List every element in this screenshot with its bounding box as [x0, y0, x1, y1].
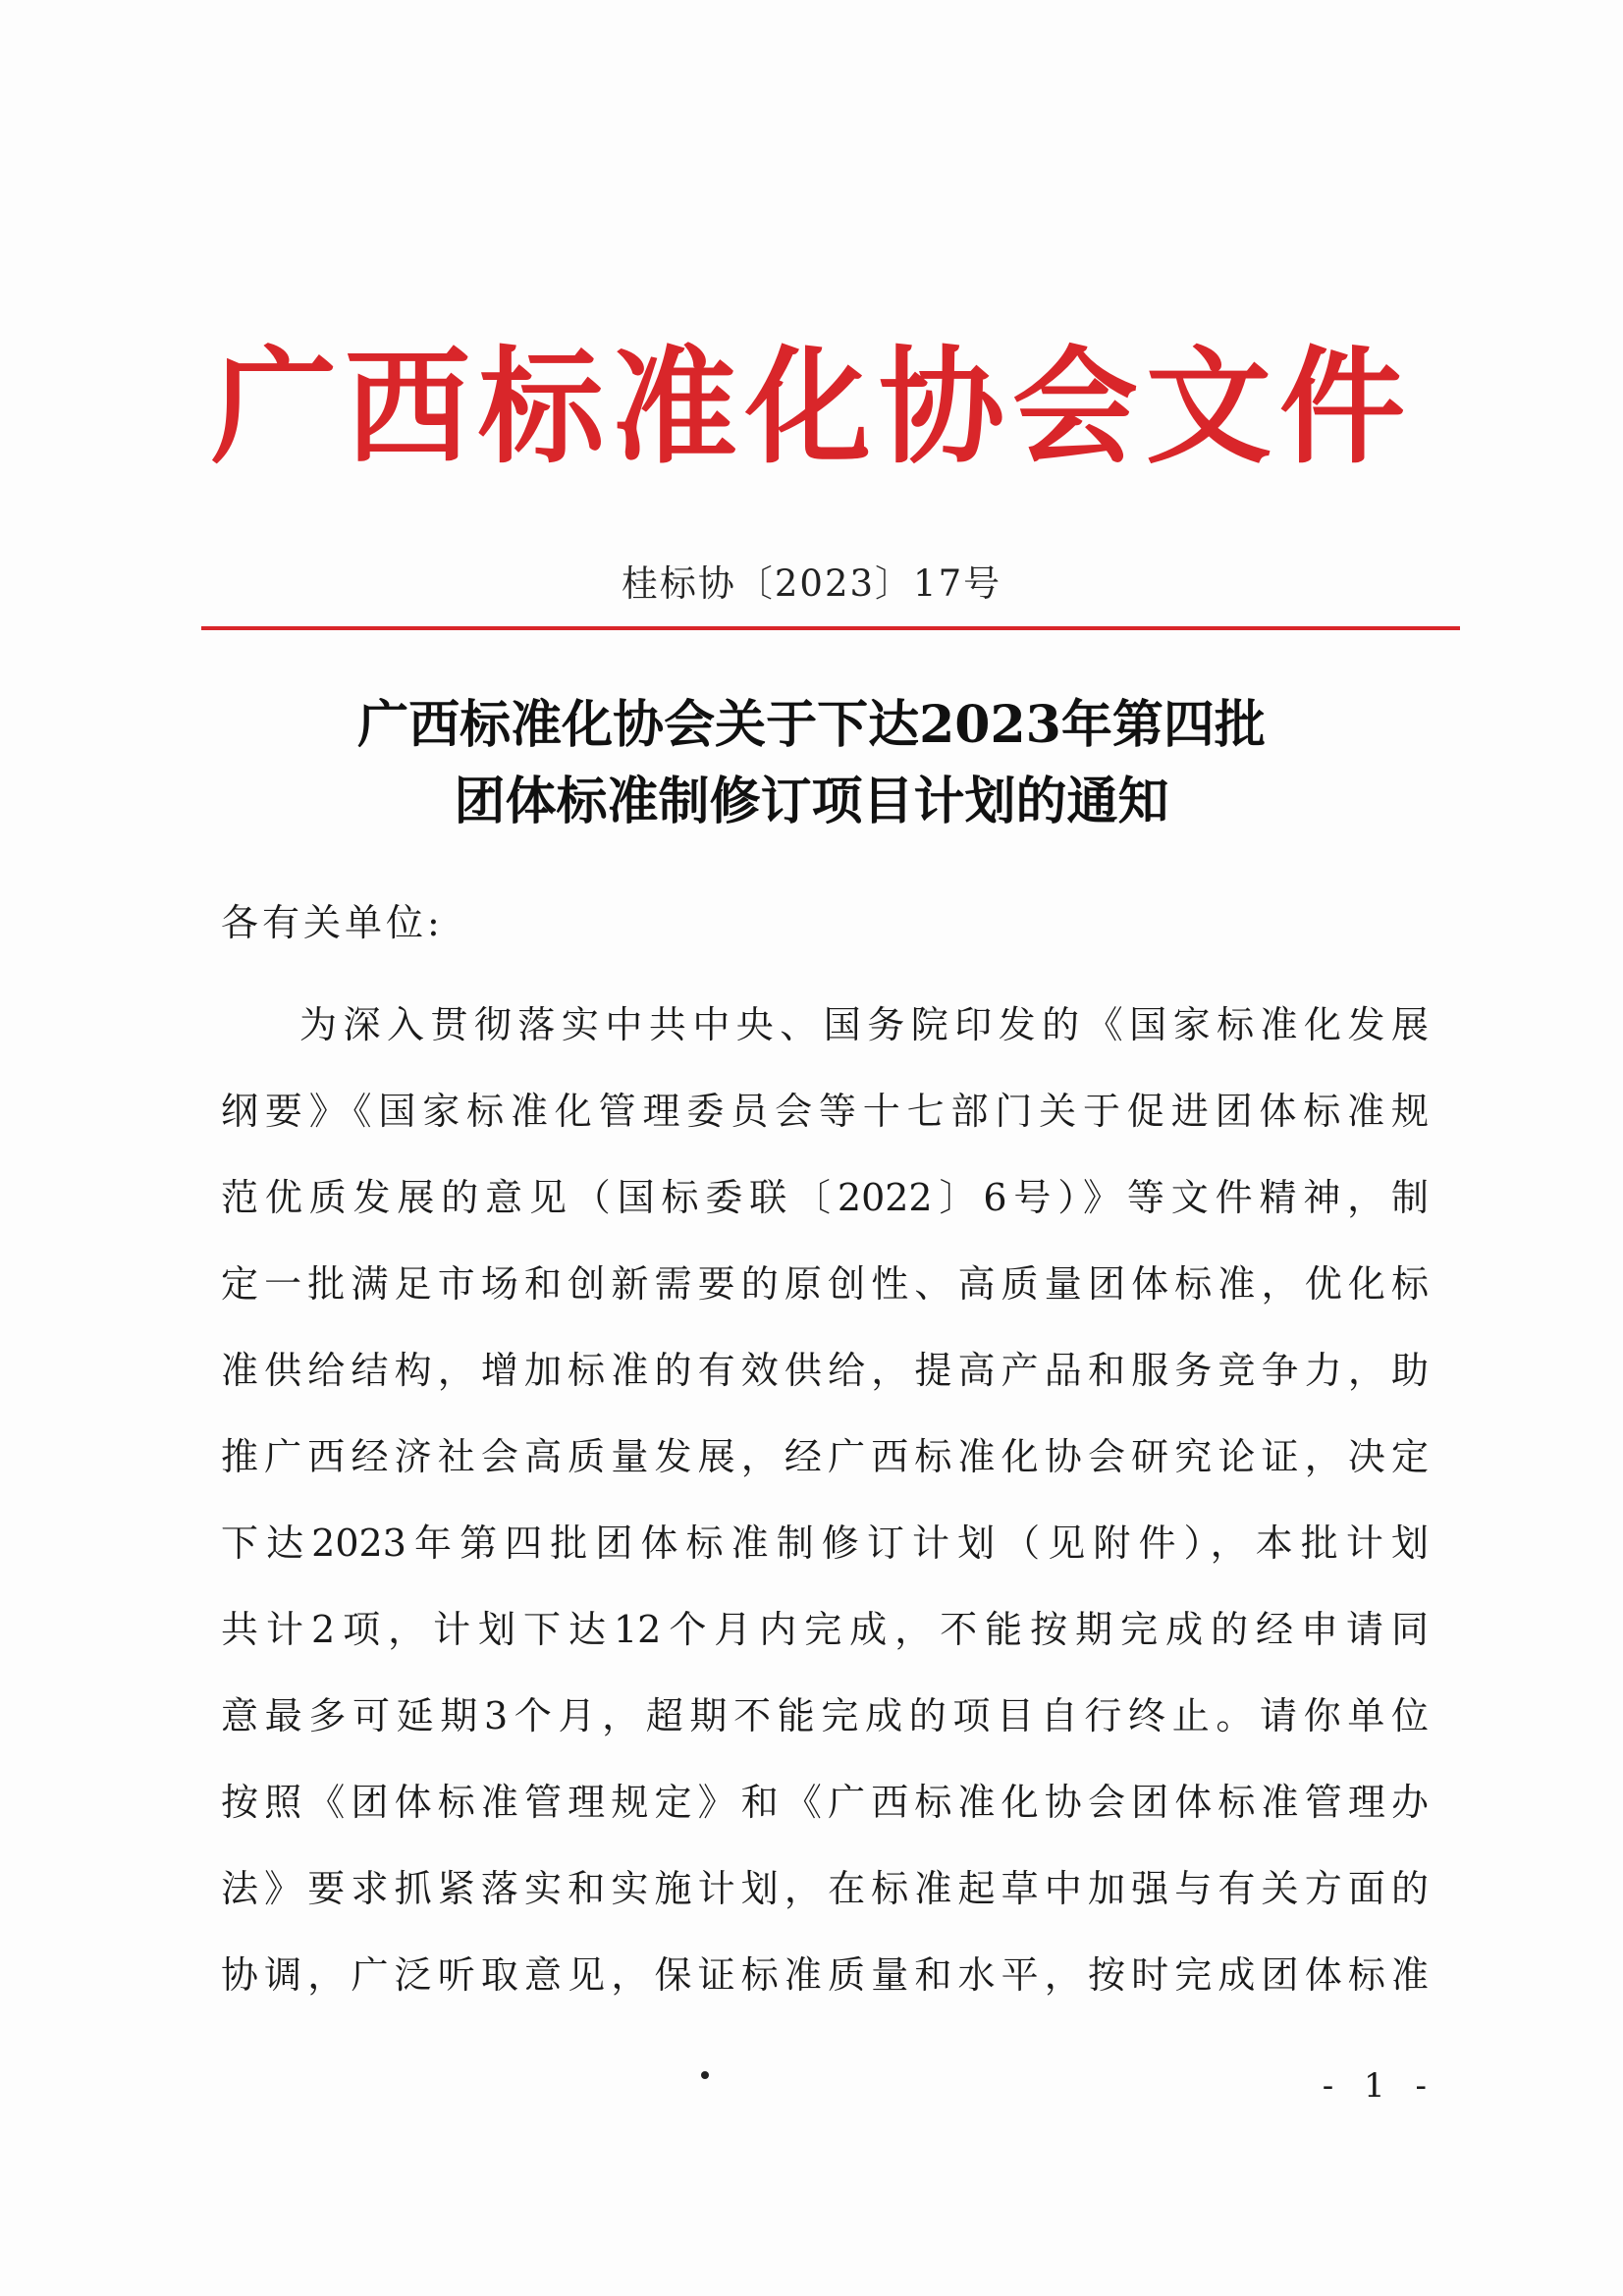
body-line: 纲要》《国家标准化管理委员会等十七部门关于促进团体标准规 [221, 1090, 1429, 1133]
body-paragraph [221, 982, 1429, 2018]
body-line: 按照《团体标准管理规定》和《广西标准化协会团体标准管理办 [221, 1781, 1429, 1824]
organization-header: 广西标准化协会文件 [211, 334, 1414, 481]
body-line: 为深入贯彻落实中共中央、国务院印发的《国家标准化发展 [299, 1003, 1429, 1046]
body-line: 准供给结构，增加标准的有效供给，提高产品和服务竞争力，助 [221, 1349, 1429, 1392]
page-dot-mark [701, 2071, 709, 2079]
body-line: 共计2项，计划下达12个月内完成，不能按期完成的经申请同 [221, 1608, 1429, 1651]
page-number: - 1 - [1322, 2066, 1436, 2106]
body-line: 意最多可延期3个月，超期不能完成的项目自行终止。请你单位 [221, 1694, 1429, 1737]
body-line: 范优质发展的意见（国标委联〔2022〕6号）》等文件精神，制 [221, 1176, 1429, 1219]
notice-title-line-1: 广西标准化协会关于下达2023年第四批 [357, 695, 1266, 755]
notice-title [0, 687, 1623, 840]
body-line: 协调，广泛听取意见，保证标准质量和水平，按时完成团体标准 [221, 1953, 1429, 1997]
body-line: 下达2023年第四批团体标准制修订计划（见附件），本批计划 [221, 1522, 1429, 1565]
body-line: 定一批满足市场和创新需要的原创性、高质量团体标准，优化标 [221, 1262, 1429, 1306]
salutation: 各有关单位: [221, 901, 444, 944]
red-divider-line [201, 626, 1460, 630]
body-line: 推广西经济社会高质量发展，经广西标准化协会研究论证，决定 [221, 1435, 1429, 1478]
notice-title-line-2: 团体标准制修订项目计划的通知 [454, 772, 1169, 831]
document-number: 桂标协〔2023〕17号 [621, 562, 1002, 605]
body-line: 法》要求抓紧落实和实施计划，在标准起草中加强与有关方面的 [221, 1867, 1429, 1910]
